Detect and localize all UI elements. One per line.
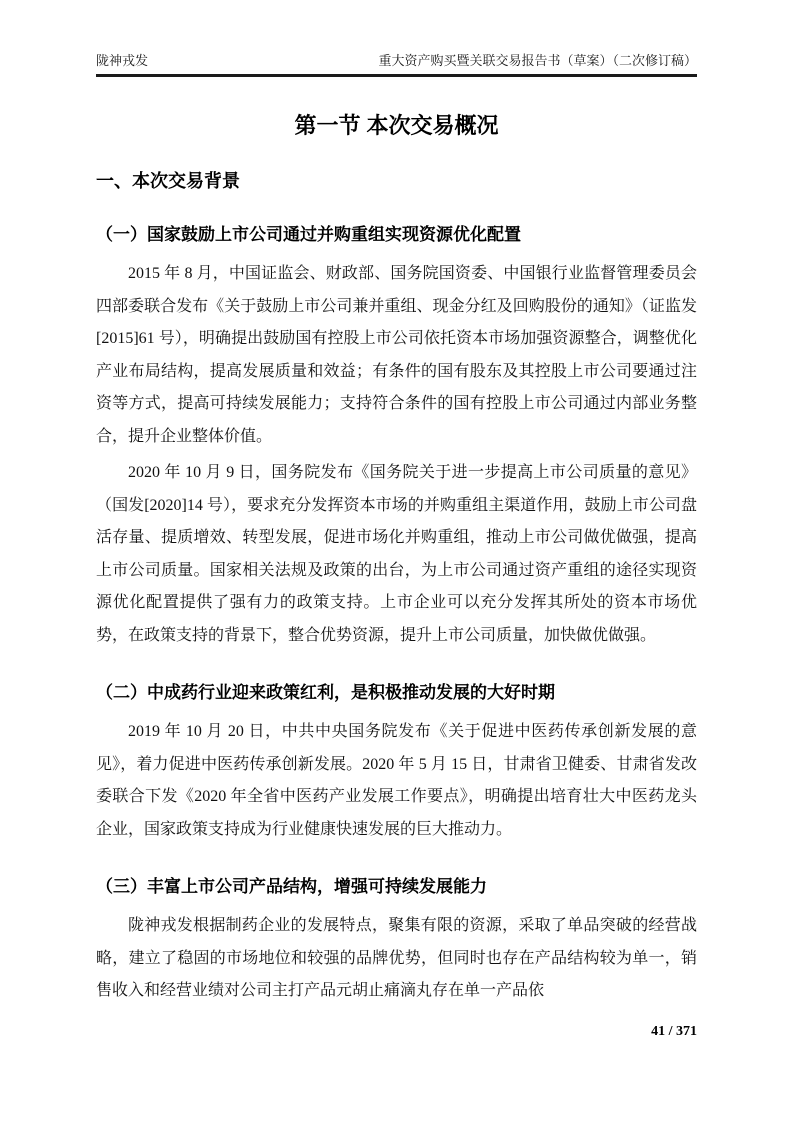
paragraph: 2019 年 10 月 20 日，中共中央国务院发布《关于促进中医药传承创新发展的意见》，着力促进中医药传承创新发展。2020 年 5 月 15 日，甘肃省卫健委、甘肃省发改委联合下发《2020 年全省中医药产业发展工作要点》，明确提出培育壮大中医药龙头企业，国家政策支持成为行业健康快速发展的巨大推动力。 [96, 723, 697, 838]
header-divider [96, 74, 697, 77]
page-number: 41 / 371 [651, 1024, 697, 1039]
subsection-heading-1-1: （一）国家鼓励上市公司通过并购重组实现资源优化配置 [96, 225, 521, 244]
page-header [96, 52, 697, 69]
paragraph: 2020 年 10 月 9 日，国务院发布《国务院关于进一步提高上市公司质量的意见》（国发[2020]14 号），要求充分发挥资本市场的并购重组主渠道作用，鼓励上市公司盘活存量、提质增效、转型发展，促进市场化并购重组，推动上市公司做优做强，提高上市公司质量。国家相关法规及政策的出台，为上市公司通过资产重组的途径实现资源优化配置提供了强有力的政策支持。上市企业可以充分发挥其所处的资本市场优势，在政策支持的背景下，整合优势资源，提升上市公司质量，加快做优做强。 [96, 464, 697, 644]
subsection-heading-1-2: （二）中成药行业迎来政策红利，是积极推动发展的大好时期 [96, 683, 555, 702]
page-title: 第一节 本次交易概况 [294, 113, 499, 138]
header-report-title: 重大资产购买暨关联交易报告书（草案）（二次修订稿） [378, 53, 697, 68]
paragraph: 2015 年 8 月，中国证监会、财政部、国务院国资委、中国银行业监督管理委员会四部委联合发布《关于鼓励上市公司兼并重组、现金分红及回购股份的通知》（证监发[2015]61 号），明确提出鼓励国有控股上市公司依托资本市场加强资源整合，调整优化产业布局结构，提高发展质量和效益；有条件的国有股东及其控股上市公司要通过注资等方式，提高可持续发展能力；支持符合条件的国有控股上市公司通过内部业务整合，提升企业整体价值。 [96, 265, 697, 445]
header-company-name: 陇神戎发 [96, 53, 149, 68]
subsection-heading-1-3: （三）丰富上市公司产品结构，增强可持续发展能力 [96, 877, 487, 896]
paragraph: 陇神戎发根据制药企业的发展特点，聚集有限的资源，采取了单品突破的经营战略，建立了稳固的市场地位和较强的品牌优势，但同时也存在产品结构较为单一，销售收入和经营业绩对公司主打产品元胡止痛滴丸存在单一产品依 [96, 917, 697, 999]
section-heading-1: 一、本次交易背景 [96, 171, 240, 191]
